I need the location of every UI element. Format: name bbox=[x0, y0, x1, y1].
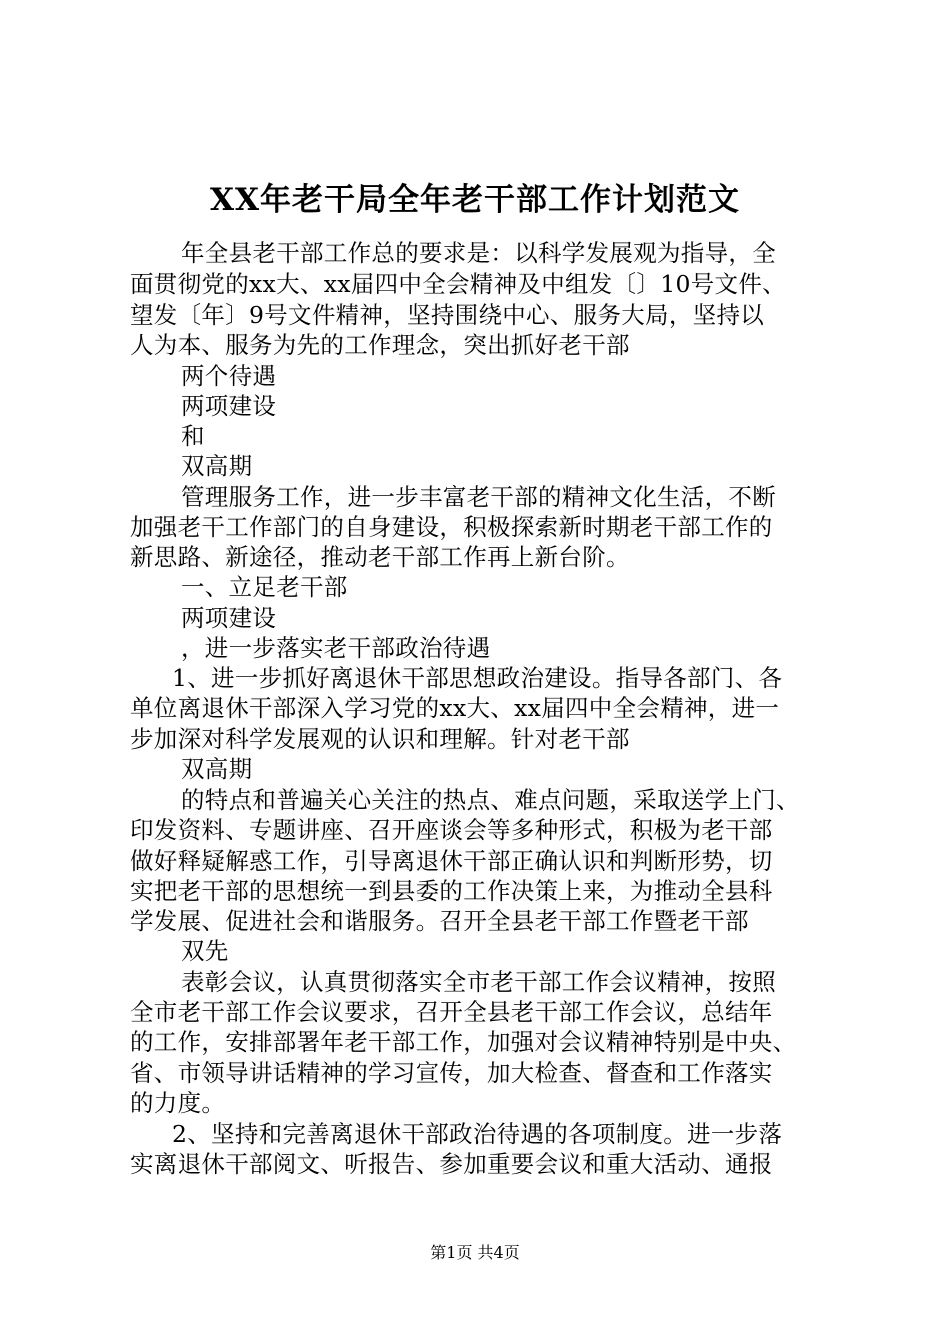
paragraph-line: 的特点和普遍关心关注的热点、难点问题，采取送学上门、 bbox=[181, 786, 800, 814]
paragraph-line: 的工作，安排部署年老干部工作，加强对会议精神特别是中央、 bbox=[130, 1028, 797, 1056]
paragraph-line: 新思路、新途径，推动老干部工作再上新台阶。 bbox=[130, 543, 630, 571]
paragraph-line: 步加深对科学发展观的认识和理解。针对老干部 bbox=[130, 725, 630, 753]
document-title: XX年老干局全年老干部工作计划范文 bbox=[209, 182, 741, 218]
paragraph-line: 的力度。 bbox=[130, 1089, 226, 1117]
paragraph-line: 省、市领导讲话精神的学习宣传，加大检查、督查和工作落实 bbox=[130, 1059, 773, 1087]
paragraph-line: 面贯彻党的xx大、xx届四中全会精神及中组发〔〕10号文件、 bbox=[130, 270, 786, 298]
paragraph-line: 两个待遇 bbox=[181, 362, 277, 390]
paragraph-line: 两项建设 bbox=[181, 604, 277, 632]
paragraph-line: 两项建设 bbox=[181, 392, 277, 420]
paragraph-line: 双高期 bbox=[181, 452, 253, 480]
paragraph-line: 表彰会议，认真贯彻落实全市老干部工作会议精神，按照 bbox=[181, 968, 776, 996]
paragraph-line: 年全县老干部工作总的要求是：以科学发展观为指导，全 bbox=[181, 239, 776, 267]
paragraph-line: 一、立足老干部 bbox=[181, 573, 348, 601]
paragraph-line: ，进一步落实老干部政治待遇 bbox=[181, 634, 491, 662]
paragraph-line: 加强老干工作部门的自身建设，积极探索新时期老干部工作的 bbox=[130, 513, 773, 541]
paragraph-line: 学发展、促进社会和谐服务。召开全县老干部工作暨老干部 bbox=[130, 907, 749, 935]
paragraph-line: 实把老干部的思想统一到县委的工作决策上来，为推动全县科 bbox=[130, 877, 773, 905]
paragraph-line: 人为本、服务为先的工作理念，突出抓好老干部 bbox=[130, 331, 630, 359]
paragraph-line: 双高期 bbox=[181, 755, 253, 783]
paragraph-line: 望发〔年〕9号文件精神，坚持围绕中心、服务大局，坚持以 bbox=[130, 301, 765, 329]
paragraph-line: 全市老干部工作会议要求，召开全县老干部工作会议，总结年 bbox=[130, 998, 773, 1026]
paragraph-line: 做好释疑解惑工作，引导离退休干部正确认识和判断形势，切 bbox=[130, 847, 773, 875]
paragraph-line: 实离退休干部阅文、听报告、参加重要会议和重大活动、通报 bbox=[130, 1150, 773, 1178]
paragraph-line: 印发资料、专题讲座、召开座谈会等多种形式，积极为老干部 bbox=[130, 816, 773, 844]
paragraph-line: 双先 bbox=[181, 937, 229, 965]
paragraph-line: 2、坚持和完善离退休干部政治待遇的各项制度。进一步落 bbox=[172, 1120, 783, 1148]
page-number-footer: 第1页 共4页 bbox=[430, 1243, 520, 1262]
paragraph-line: 和 bbox=[181, 422, 205, 450]
paragraph-line: 1、进一步抓好离退休干部思想政治建设。指导各部门、各 bbox=[172, 664, 783, 692]
paragraph-line: 管理服务工作，进一步丰富老干部的精神文化生活，不断 bbox=[181, 483, 776, 511]
paragraph-line: 单位离退休干部深入学习党的xx大、xx届四中全会精神，进一 bbox=[130, 694, 780, 722]
